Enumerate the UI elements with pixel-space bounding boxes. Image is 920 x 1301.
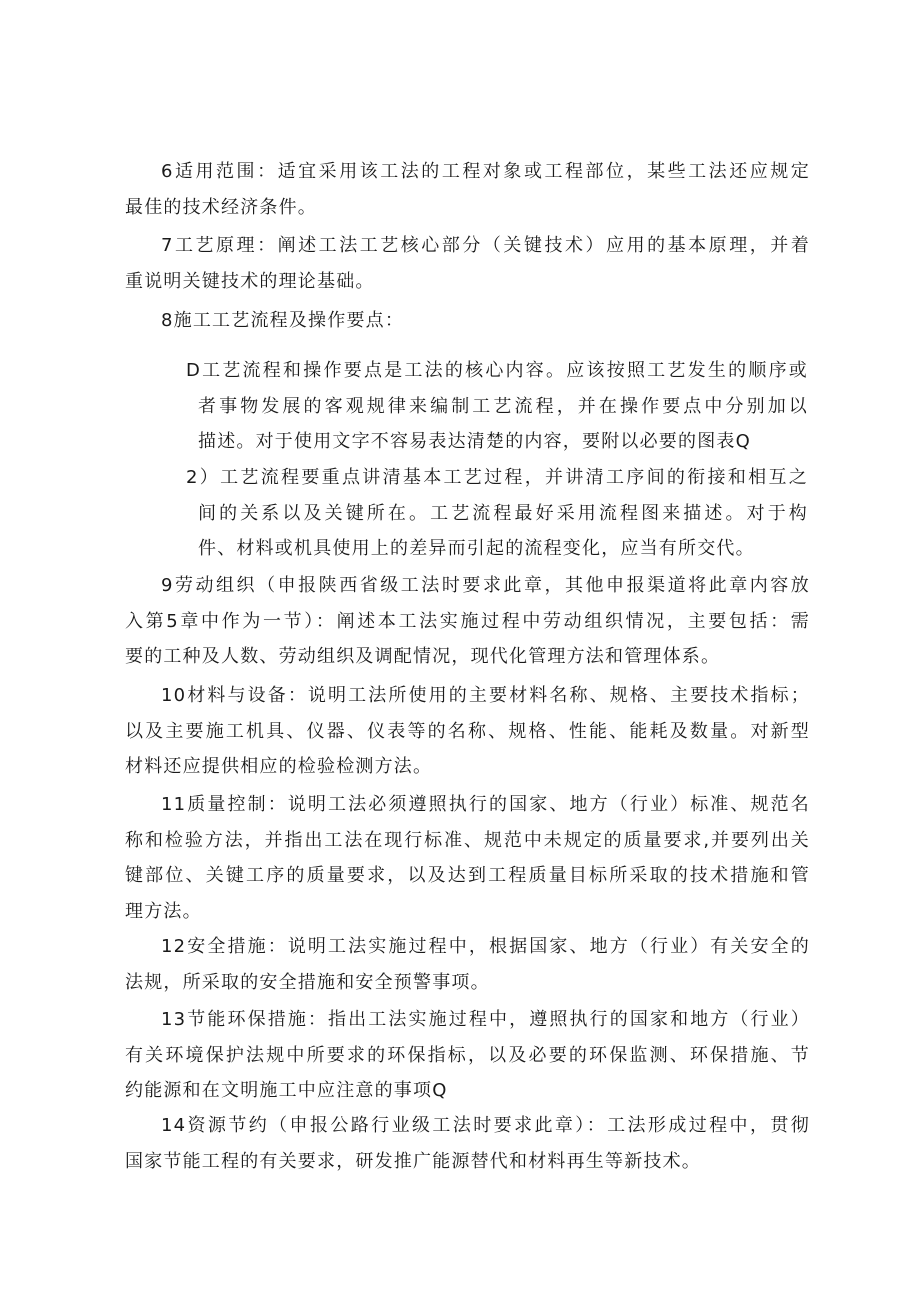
- paragraph-line: 以及主要施工机具、仪器、仪表等的名称、规格、性能、能耗及数量。对新型: [125, 720, 810, 742]
- paragraph-scope: [125, 154, 810, 225]
- paragraph-line: 12安全措施：说明工法实施过程中，根据国家、地方（行业）有关安全的: [161, 936, 810, 957]
- paragraph-line: 描述。对于使用文字不容易表达清楚的内容，要附以必要的图表Q: [198, 431, 751, 452]
- paragraph-line: 件、材料或机具使用上的差异而引起的流程变化，应当有所交代。: [198, 538, 755, 559]
- paragraph-line: 最佳的技术经济条件。: [125, 196, 317, 218]
- paragraph-line: 9劳动组织（申报陕西省级工法时要求此章，其他申报渠道将此章内容放: [161, 575, 810, 596]
- paragraph-line: 要的工种及人数、劳动组织及调配情况，现代化管理方法和管理体系。: [125, 646, 721, 667]
- paragraph-line: 法规，所采取的安全措施和安全预警事项。: [125, 971, 490, 993]
- paragraph-line: 国家节能工程的有关要求，研发推广能源替代和材料再生等新技术。: [125, 1150, 701, 1172]
- paragraph-line: 者事物发展的客观规律来编制工艺流程，并在操作要点中分别加以: [198, 395, 808, 417]
- paragraph-line: 7工艺原理：阐述工法工艺核心部分（关键技术）应用的基本原理，并着: [161, 235, 810, 256]
- paragraph-line: 约能源和在文明施工中应注意的事项Q: [125, 1080, 448, 1101]
- paragraph-line: 重说明关键技术的理论基础。: [125, 270, 375, 292]
- paragraph-environment: [125, 1002, 810, 1109]
- paragraph-line: 键部位、关键工序的质量要求，以及达到工程质量目标所采取的技术措施和管: [125, 865, 810, 886]
- paragraph-line: 2）工艺流程要重点讲清基本工艺过程，并讲清工序间的衔接和相互之: [186, 467, 808, 488]
- paragraph-principle: [125, 228, 810, 299]
- paragraph-line: 8施工工艺流程及操作要点：: [161, 310, 405, 331]
- paragraph-line: 11质量控制：说明工法必须遵照执行的国家、地方（行业）标准、规范名: [161, 794, 810, 815]
- paragraph-quality: [125, 787, 810, 929]
- paragraph-line: 间的关系以及关键所在。工艺流程最好采用流程图来描述。对于构: [198, 502, 808, 524]
- paragraph-labor: [125, 568, 810, 675]
- paragraph-line: 14资源节约（申报公路行业级工法时要求此章）：工法形成过程中，贯彻: [161, 1115, 810, 1136]
- subitem-1: [186, 353, 808, 460]
- paragraph-line: 理方法。: [125, 900, 202, 922]
- paragraph-line: 13节能环保措施：指出工法实施过程中，遵照执行的国家和地方（行业）: [161, 1009, 810, 1030]
- paragraph-line: 称和检验方法，并指出工法在现行标准、规范中未规定的质量要求,并要列出关: [125, 829, 810, 851]
- paragraph-line: 6适用范围：适宜采用该工法的工程对象或工程部位，某些工法还应规定: [161, 161, 810, 182]
- paragraph-materials: [125, 678, 810, 785]
- paragraph-line: 10材料与设备：说明工法所使用的主要材料名称、规格、主要技术指标；: [161, 685, 810, 706]
- paragraph-line: 入第5章中作为一节）：阐述本工法实施过程中劳动组织情况，主要包括：需: [125, 610, 810, 632]
- paragraph-resources: [125, 1108, 810, 1179]
- paragraph-safety: [125, 929, 810, 1000]
- paragraph-process-heading: [125, 303, 810, 339]
- subitem-2: [186, 460, 808, 567]
- paragraph-line: 材料还应提供相应的检验检测方法。: [125, 756, 433, 777]
- paragraph-line: D工艺流程和操作要点是工法的核心内容。应该按照工艺发生的顺序或: [186, 360, 808, 381]
- paragraph-line: 有关环境保护法规中所要求的环保指标，以及必要的环保监测、环保措施、节: [125, 1044, 810, 1066]
